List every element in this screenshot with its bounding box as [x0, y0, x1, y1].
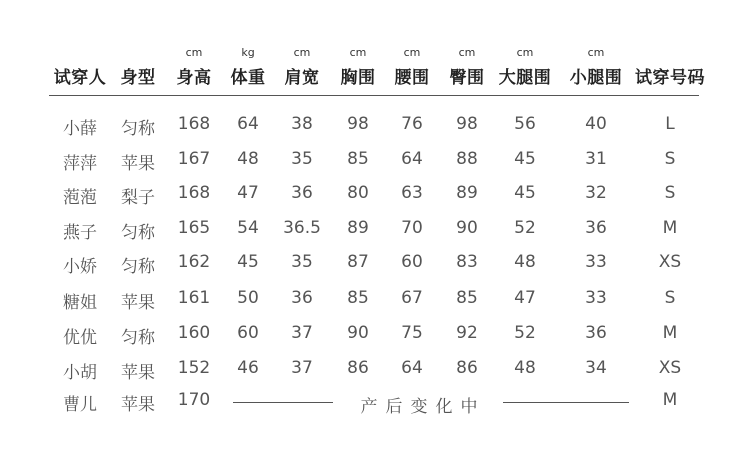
cell-chest: 90 [347, 323, 369, 343]
unit-height: cm [185, 46, 203, 59]
cell-hip: 88 [456, 149, 478, 169]
header-hip: 臀围 [449, 68, 485, 88]
cell-waist: 75 [401, 323, 423, 343]
cell-height: 152 [177, 358, 211, 378]
cell-weight: 54 [237, 218, 259, 238]
cell-hip: 83 [456, 252, 478, 272]
cell-size: XS [658, 358, 682, 378]
cell-size: M [662, 218, 678, 238]
cell-hip: 86 [456, 358, 478, 378]
header-thigh: 大腿围 [498, 68, 552, 88]
note-line-left [233, 402, 333, 403]
cell-weight: 47 [237, 183, 259, 203]
cell-weight: 48 [237, 149, 259, 169]
cell-chest: 89 [347, 218, 369, 238]
cell-height: 168 [177, 183, 211, 203]
cell-shoulder: 37 [291, 358, 313, 378]
cell-calf: 32 [585, 183, 607, 203]
cell-tester: 小娇 [63, 257, 97, 277]
cell-body-shape: 匀称 [121, 257, 155, 277]
cell-chest: 85 [347, 149, 369, 169]
cell-shoulder: 36 [291, 288, 313, 308]
cell-waist: 67 [401, 288, 423, 308]
cell-height: 165 [177, 218, 211, 238]
cell-calf: 36 [585, 323, 607, 343]
cell-tester: 优优 [63, 328, 97, 348]
cell-thigh: 52 [514, 323, 536, 343]
cell-size: M [662, 323, 678, 343]
cell-shoulder: 35 [291, 252, 313, 272]
cell-shoulder: 38 [291, 114, 313, 134]
postpartum-note: 产后变化中 [360, 397, 486, 417]
cell-thigh: 56 [514, 114, 536, 134]
cell-calf: 31 [585, 149, 607, 169]
cell-chest: 87 [347, 252, 369, 272]
unit-calf: cm [587, 46, 605, 59]
header-waist: 腰围 [394, 68, 430, 88]
cell-height: 168 [177, 114, 211, 134]
cell-calf: 34 [585, 358, 607, 378]
cell-size: M [662, 390, 678, 410]
cell-height: 170 [177, 390, 211, 410]
cell-hip: 89 [456, 183, 478, 203]
cell-body-shape: 苹果 [121, 293, 155, 313]
header-calf: 小腿围 [569, 68, 623, 88]
header-height: 身高 [176, 68, 212, 88]
header-size: 试穿号码 [635, 68, 705, 88]
cell-body-shape: 苹果 [121, 154, 155, 174]
cell-tester: 糖姐 [63, 293, 97, 313]
cell-thigh: 48 [514, 358, 536, 378]
cell-tester: 萢萢 [63, 188, 97, 208]
cell-body-shape: 匀称 [121, 328, 155, 348]
cell-tester: 小薛 [63, 119, 97, 139]
unit-waist: cm [403, 46, 421, 59]
cell-height: 160 [177, 323, 211, 343]
cell-thigh: 45 [514, 149, 536, 169]
unit-shoulder: cm [293, 46, 311, 59]
unit-hip: cm [458, 46, 476, 59]
cell-shoulder: 36.5 [283, 218, 321, 238]
cell-hip: 92 [456, 323, 478, 343]
cell-waist: 76 [401, 114, 423, 134]
cell-weight: 45 [237, 252, 259, 272]
cell-size: S [664, 288, 676, 308]
cell-tester: 小胡 [63, 363, 97, 383]
cell-size: XS [658, 252, 682, 272]
cell-hip: 85 [456, 288, 478, 308]
cell-calf: 33 [585, 252, 607, 272]
cell-hip: 90 [456, 218, 478, 238]
cell-waist: 70 [401, 218, 423, 238]
cell-thigh: 45 [514, 183, 536, 203]
cell-chest: 85 [347, 288, 369, 308]
cell-calf: 36 [585, 218, 607, 238]
cell-hip: 98 [456, 114, 478, 134]
cell-weight: 60 [237, 323, 259, 343]
header-chest: 胸围 [340, 68, 376, 88]
header-divider [49, 95, 699, 96]
cell-body-shape: 苹果 [121, 395, 155, 415]
unit-chest: cm [349, 46, 367, 59]
cell-body-shape: 苹果 [121, 363, 155, 383]
header-weight: 体重 [230, 68, 266, 88]
cell-weight: 46 [237, 358, 259, 378]
cell-waist: 63 [401, 183, 423, 203]
cell-shoulder: 37 [291, 323, 313, 343]
cell-thigh: 47 [514, 288, 536, 308]
cell-height: 161 [177, 288, 211, 308]
cell-tester: 曹儿 [63, 395, 97, 415]
header-body-shape: 身型 [120, 68, 156, 88]
cell-body-shape: 匀称 [121, 223, 155, 243]
cell-waist: 60 [401, 252, 423, 272]
header-tester: 试穿人 [53, 68, 107, 88]
cell-body-shape: 梨子 [121, 188, 155, 208]
cell-shoulder: 35 [291, 149, 313, 169]
unit-weight: kg [241, 46, 255, 59]
cell-chest: 98 [347, 114, 369, 134]
cell-body-shape: 匀称 [121, 119, 155, 139]
cell-size: L [665, 114, 675, 134]
cell-shoulder: 36 [291, 183, 313, 203]
cell-calf: 33 [585, 288, 607, 308]
cell-height: 162 [177, 252, 211, 272]
cell-tester: 燕子 [63, 223, 97, 243]
cell-thigh: 52 [514, 218, 536, 238]
cell-size: S [664, 183, 676, 203]
unit-thigh: cm [516, 46, 534, 59]
cell-height: 167 [177, 149, 211, 169]
cell-thigh: 48 [514, 252, 536, 272]
cell-weight: 64 [237, 114, 259, 134]
cell-calf: 40 [585, 114, 607, 134]
header-shoulder: 肩宽 [284, 68, 320, 88]
cell-size: S [664, 149, 676, 169]
note-line-right [503, 402, 629, 403]
cell-chest: 86 [347, 358, 369, 378]
cell-waist: 64 [401, 358, 423, 378]
cell-waist: 64 [401, 149, 423, 169]
cell-tester: 萍萍 [63, 154, 97, 174]
cell-chest: 80 [347, 183, 369, 203]
cell-weight: 50 [237, 288, 259, 308]
